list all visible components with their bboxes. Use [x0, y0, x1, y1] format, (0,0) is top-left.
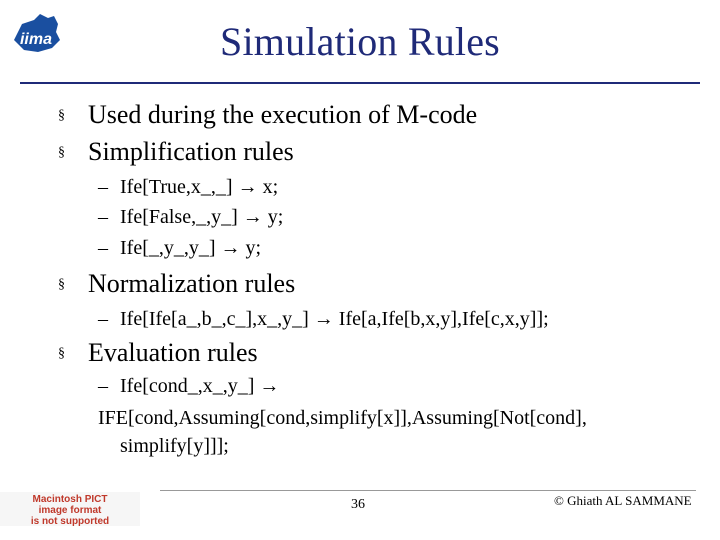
sub-item: [98, 236, 261, 260]
dash-marker: –: [98, 308, 108, 330]
arrow-icon: →: [237, 176, 258, 198]
dash-marker: –: [98, 176, 108, 198]
pict-line-2: image format: [38, 505, 102, 516]
bullet-marker: §: [58, 277, 65, 292]
bullet-item: [58, 100, 477, 131]
rule-lhs: Ife[False,_,y_]: [120, 206, 238, 228]
rule-rhs: Ife[a,Ife[b,x,y],Ife[c,x,y]];: [338, 308, 549, 330]
arrow-icon: →: [259, 375, 280, 397]
sub-item: [98, 175, 278, 199]
pict-placeholder-graphic: [0, 492, 140, 526]
rule-continuation: IFE[cond,Assuming[cond,simplify[x]],Assuming[Not[cond],: [98, 407, 587, 429]
pict-line-3: is not supported: [30, 516, 110, 526]
rule-lhs: Ife[cond_,x_,y_]: [120, 375, 255, 397]
arrow-icon: →: [220, 237, 241, 259]
copyright-notice: © Ghiath AL SAMMANE: [554, 493, 692, 508]
slide-title: Simulation Rules: [220, 19, 500, 64]
rule-continuation: simplify[y]]];: [120, 435, 229, 457]
bullet-marker: §: [58, 145, 65, 160]
bullet-item: [58, 269, 295, 300]
dash-marker: –: [98, 206, 108, 228]
arrow-icon: →: [313, 308, 334, 330]
bullet-marker: §: [58, 108, 65, 123]
dash-marker: –: [98, 237, 108, 259]
bullet-text: Simplification rules: [88, 137, 294, 166]
bullet-text: Evaluation rules: [88, 338, 258, 367]
rule-lhs: Ife[True,x_,_]: [120, 176, 233, 198]
rule-lhs: Ife[Ife[a_,b_,c_],x_,y_]: [120, 308, 309, 330]
bullet-item: [58, 338, 258, 369]
page-number: 36: [351, 497, 365, 512]
rule-rhs: y;: [267, 206, 284, 228]
pict-line-1: Macintosh PICT: [32, 494, 108, 505]
rule-lhs: Ife[_,y_,y_]: [120, 237, 216, 259]
bullet-text: Normalization rules: [88, 269, 296, 298]
footer-divider: [160, 490, 696, 491]
rule-rhs: x;: [262, 176, 279, 198]
sub-item: [98, 205, 283, 229]
dash-marker: –: [98, 375, 108, 397]
unsupported-image-placeholder: [0, 492, 140, 526]
arrow-icon: →: [242, 206, 263, 228]
bullet-marker: §: [58, 346, 65, 361]
bullet-item: [58, 137, 294, 168]
sub-item: [98, 374, 279, 398]
sub-item: [98, 307, 549, 331]
title-divider: [20, 82, 700, 84]
bullet-text: Used during the execution of M-code: [88, 100, 478, 129]
logo-text: iima: [19, 31, 53, 48]
rule-rhs: y;: [245, 237, 262, 259]
